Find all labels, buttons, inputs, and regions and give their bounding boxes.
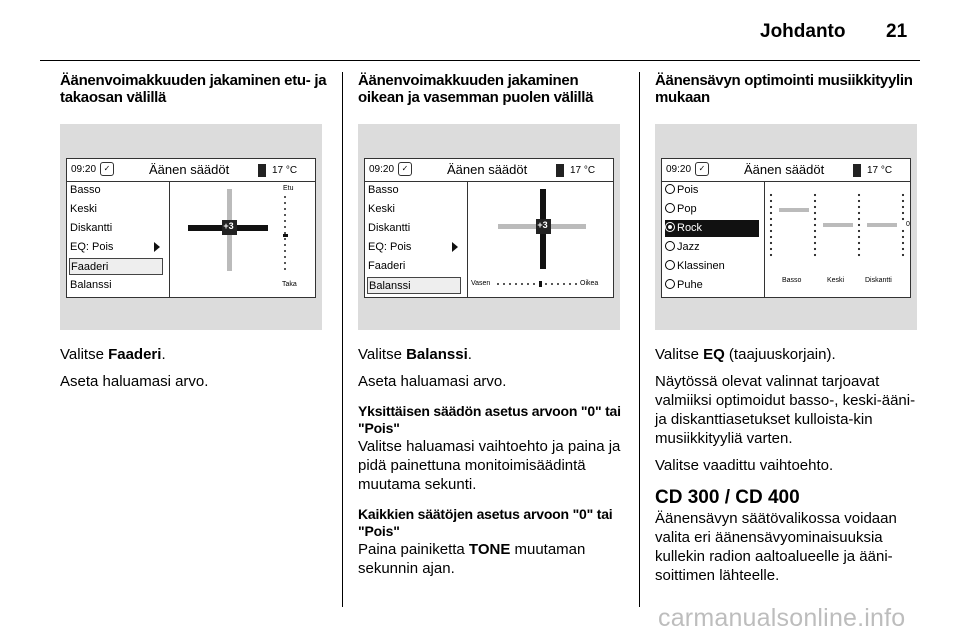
balance-scale-knob bbox=[539, 281, 542, 287]
screen-title: Äänen säädöt bbox=[149, 162, 230, 177]
eq-instruction: Valitse vaadittu vaihtoehto. bbox=[655, 457, 834, 474]
clock-time: 09:20 bbox=[666, 164, 692, 175]
fader-label-front: Etu bbox=[283, 185, 294, 192]
fader-graph bbox=[170, 181, 315, 297]
reset-single-title: Yksittäisen säädön asetus arvoon "0" tai "Pois" bbox=[358, 403, 621, 436]
thermometer-icon bbox=[556, 164, 564, 177]
column-divider-1 bbox=[342, 72, 343, 607]
temperature: 17 °C bbox=[570, 165, 596, 176]
screen-header bbox=[365, 159, 613, 182]
fader-select-text: Valitse Faaderi. bbox=[60, 346, 166, 363]
balance-select-text: Valitse Balanssi. bbox=[358, 346, 472, 363]
clock-icon: ✓ bbox=[100, 162, 114, 176]
menu-item-keski[interactable]: Keski bbox=[368, 203, 395, 215]
menu-item-faaderi[interactable]: Faaderi bbox=[69, 258, 163, 275]
balance-label-right: Oikea bbox=[580, 280, 599, 287]
radio-icon bbox=[665, 184, 675, 194]
menu-item-diskantti[interactable]: Diskantti bbox=[70, 222, 113, 234]
balance-scale-dots bbox=[497, 281, 577, 287]
eq-label-basso: Basso bbox=[782, 277, 802, 284]
section-text-cd: Äänensävyn säätövalikossa voidaan valita eri äänensävyominaisuuksia kullekin radion aaltoalueelle ja ääni-soittimen lähteelle. bbox=[655, 510, 897, 584]
thermometer-icon bbox=[853, 164, 861, 177]
clock-icon: ✓ bbox=[695, 162, 709, 176]
eq-label-keski: Keski bbox=[827, 277, 845, 284]
eq-bar-basso bbox=[779, 208, 809, 212]
balance-label-left: Vasen bbox=[471, 280, 491, 287]
temperature: 17 °C bbox=[272, 165, 298, 176]
tone-menu bbox=[67, 181, 170, 297]
display-screen bbox=[66, 158, 316, 298]
eq-option-pop[interactable]: Pop bbox=[665, 201, 759, 218]
tone-menu bbox=[365, 181, 468, 297]
balance-graph bbox=[468, 181, 613, 297]
eq-bar-keski bbox=[823, 223, 853, 227]
menu-item-faaderi[interactable]: Faaderi bbox=[368, 260, 406, 272]
fader-scale-knob bbox=[283, 234, 288, 237]
eq-label-diskantti: Diskantti bbox=[865, 277, 892, 284]
thermometer-icon bbox=[258, 164, 266, 177]
radio-icon bbox=[665, 279, 675, 289]
balance-instruction: Aseta haluamasi arvo. bbox=[358, 373, 507, 390]
header-rule bbox=[40, 60, 920, 61]
screen-header bbox=[67, 159, 315, 182]
eq-menu bbox=[662, 181, 765, 297]
display-screen bbox=[661, 158, 911, 298]
eq-zero-label: 0 bbox=[906, 221, 910, 228]
column-balance bbox=[358, 72, 628, 106]
clock-icon: ✓ bbox=[398, 162, 412, 176]
menu-item-eq-label: EQ: Pois bbox=[70, 241, 114, 253]
eq-option-pois[interactable]: Pois bbox=[665, 182, 759, 199]
fader-heading: Äänenvoimakkuuden jakaminen etu- ja takaosan välillä bbox=[60, 72, 327, 106]
eq-scale-col-2 bbox=[814, 194, 816, 256]
eq-bar-diskantti bbox=[867, 223, 897, 227]
column-fader bbox=[60, 72, 330, 106]
arrow-right-icon bbox=[452, 242, 458, 252]
radio-icon bbox=[665, 241, 675, 251]
clock-time: 09:20 bbox=[369, 164, 395, 175]
eq-option-rock[interactable]: Rock bbox=[665, 220, 759, 237]
radio-icon bbox=[665, 203, 675, 213]
column-divider-2 bbox=[639, 72, 640, 607]
menu-item-eq-label: EQ: Pois bbox=[368, 241, 412, 253]
fader-instruction: Aseta haluamasi arvo. bbox=[60, 373, 209, 390]
screen-title: Äänen säädöt bbox=[447, 162, 528, 177]
menu-item-balanssi[interactable]: Balanssi bbox=[70, 279, 112, 291]
menu-item-eq[interactable] bbox=[70, 239, 164, 256]
arrow-right-icon bbox=[154, 242, 160, 252]
radio-icon bbox=[665, 260, 675, 270]
eq-scale-col-4 bbox=[902, 194, 904, 256]
menu-item-keski[interactable]: Keski bbox=[70, 203, 97, 215]
menu-item-balanssi[interactable]: Balanssi bbox=[367, 277, 461, 294]
eq-heading: Äänensävyn optimointi musiikkityylin mukaan bbox=[655, 72, 913, 106]
eq-option-jazz[interactable]: Jazz bbox=[665, 239, 759, 256]
balance-instructions bbox=[358, 345, 628, 578]
eq-instructions bbox=[655, 345, 925, 585]
menu-item-eq[interactable] bbox=[368, 239, 462, 256]
fader-scale-dots bbox=[283, 196, 288, 270]
eq-select-text: Valitse EQ (taajuuskorjain). bbox=[655, 346, 836, 363]
eq-graph bbox=[765, 181, 910, 297]
fader-label-rear: Taka bbox=[282, 281, 297, 288]
reset-all-text: Paina painiketta TONE muutaman sekunnin ajan. bbox=[358, 541, 586, 577]
fader-value: +3 bbox=[223, 221, 234, 231]
balance-screenshot bbox=[358, 124, 620, 330]
section-title-cd: CD 300 / CD 400 bbox=[655, 487, 800, 508]
clock-time: 09:20 bbox=[71, 164, 97, 175]
fader-instructions bbox=[60, 345, 330, 391]
page-number: 21 bbox=[886, 21, 908, 42]
screen-header bbox=[662, 159, 910, 182]
eq-scale-col-1 bbox=[770, 194, 772, 256]
radio-selected-icon bbox=[665, 222, 675, 232]
menu-item-basso[interactable]: Basso bbox=[70, 184, 101, 196]
eq-scale-col-3 bbox=[858, 194, 860, 256]
reset-single-text: Valitse haluamasi vaihtoehto ja paina ja pidä painettuna monitoimisäädintä muutama sekunti. bbox=[358, 438, 621, 493]
temperature: 17 °C bbox=[867, 165, 893, 176]
header-title: Johdanto bbox=[760, 21, 846, 42]
watermark: carmanualsonline.info bbox=[658, 604, 906, 632]
menu-item-diskantti[interactable]: Diskantti bbox=[368, 222, 411, 234]
display-screen bbox=[364, 158, 614, 298]
menu-item-basso[interactable]: Basso bbox=[368, 184, 399, 196]
eq-option-puhe[interactable]: Puhe bbox=[665, 277, 759, 294]
fader-screenshot bbox=[60, 124, 322, 330]
screen-title: Äänen säädöt bbox=[744, 162, 825, 177]
balance-heading: Äänenvoimakkuuden jakaminen oikean ja vasemman puolen välillä bbox=[358, 72, 594, 106]
column-eq bbox=[655, 72, 925, 106]
reset-all-title: Kaikkien säätöjen asetus arvoon "0" tai "Pois" bbox=[358, 506, 613, 539]
balance-value: +3 bbox=[537, 220, 548, 230]
eq-description: Näytössä olevat valinnat tarjoavat valmiiksi optimoidut basso-, keski-ääni- ja diskanttiasetukset kulloista-kin musiikkityyliä varten. bbox=[655, 373, 916, 447]
eq-screenshot bbox=[655, 124, 917, 330]
eq-option-klassinen[interactable]: Klassinen bbox=[665, 258, 759, 275]
